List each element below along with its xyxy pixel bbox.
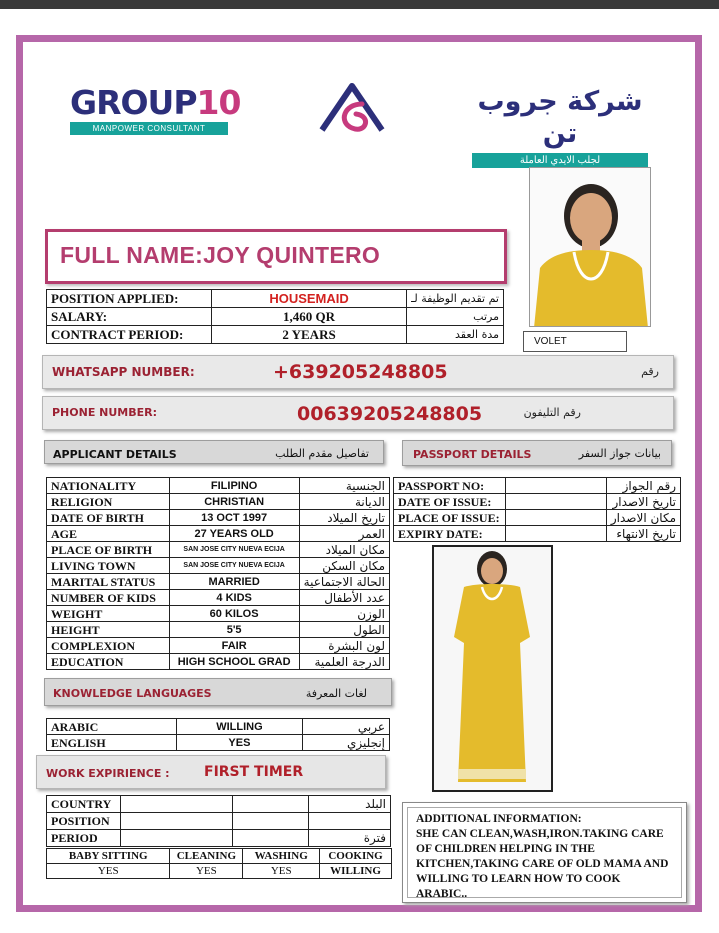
applicant-value: 4 KIDS	[169, 590, 299, 606]
language-row	[47, 719, 390, 735]
applicant-value: FAIR	[169, 638, 299, 654]
applicant-value: SAN JOSE CITY NUEVA ECIJA	[169, 542, 299, 558]
applicant-arabic-label: تاريخ الميلاد	[299, 510, 389, 526]
applicant-row	[47, 542, 390, 558]
full-body-photo	[432, 545, 553, 792]
language-row	[47, 735, 390, 751]
skills-table	[46, 848, 392, 879]
additional-information-title: ADDITIONAL INFORMATION:	[416, 813, 582, 825]
applicant-table	[46, 477, 390, 670]
whatsapp-number[interactable]: +639205248805	[273, 361, 448, 383]
passport-details-header	[402, 440, 672, 466]
applicant-row	[47, 590, 390, 606]
applicant-label: EDUCATION	[47, 654, 170, 670]
passport-label: DATE OF ISSUE:	[394, 494, 506, 510]
logo-title-b: 10	[196, 83, 241, 122]
skill-value: WILLING	[320, 864, 392, 879]
passport-arabic-label: تاريخ الاصدار	[606, 494, 680, 510]
applicant-arabic-label: الطول	[299, 622, 389, 638]
whatsapp-label: WHATSAPP NUMBER:	[52, 365, 195, 379]
work-label: PERIOD	[47, 830, 121, 847]
work-experience-title: WORK EXPIRIENCE :	[46, 767, 170, 780]
position-arabic-label: مرتب	[407, 308, 504, 326]
position-label: POSITION APPLIED:	[47, 290, 212, 308]
phone-label: PHONE NUMBER:	[52, 406, 158, 419]
applicant-value: FILIPINO	[169, 478, 299, 494]
skill-header: COOKING	[320, 849, 392, 864]
knowledge-languages-arabic: لغات المعرفة	[305, 687, 367, 700]
language-value: YES	[176, 735, 303, 751]
applicant-value: HIGH SCHOOL GRAD	[169, 654, 299, 670]
applicant-arabic-label: مكان السكن	[299, 558, 389, 574]
passport-arabic-label: تاريخ الانتهاء	[606, 526, 680, 542]
position-label: CONTRACT PERIOD:	[47, 326, 212, 344]
applicant-row	[47, 478, 390, 494]
work-arabic-label	[309, 813, 391, 830]
applicant-row	[47, 622, 390, 638]
position-row	[47, 326, 504, 344]
logo-title-a: GROUP	[70, 83, 197, 122]
applicant-value: 27 YEARS OLD	[169, 526, 299, 542]
applicant-row	[47, 638, 390, 654]
language-label: ENGLISH	[47, 735, 177, 751]
arabic-logo-title: شركة جروب تن	[477, 86, 643, 149]
work-experience-table	[46, 795, 391, 847]
work-value	[120, 830, 232, 847]
group10-logo	[70, 83, 241, 135]
position-row	[47, 308, 504, 326]
knowledge-languages-title: KNOWLEDGE LANGUAGES	[53, 687, 212, 700]
work-value	[120, 813, 232, 830]
passport-row	[394, 510, 681, 526]
whatsapp-arabic-label: رقم	[641, 365, 659, 378]
passport-value	[505, 478, 606, 494]
applicant-row	[47, 606, 390, 622]
applicant-label: HEIGHT	[47, 622, 170, 638]
position-label: SALARY:	[47, 308, 212, 326]
applicant-row	[47, 494, 390, 510]
applicant-value: 13 OCT 1997	[169, 510, 299, 526]
work-row	[47, 796, 391, 813]
skill-header: BABY SITTING	[47, 849, 170, 864]
whatsapp-banner	[42, 355, 674, 389]
full-name: FULL NAME:JOY QUINTERO	[60, 242, 381, 268]
applicant-arabic-label: مكان الميلاد	[299, 542, 389, 558]
skill-value: YES	[170, 864, 243, 879]
arabic-logo	[472, 86, 648, 168]
passport-value	[505, 526, 606, 542]
passport-table	[393, 477, 681, 542]
phone-arabic-label: رقم التليفون	[523, 406, 581, 419]
applicant-label: NATIONALITY	[47, 478, 170, 494]
logo-title	[70, 83, 241, 122]
work-value	[120, 796, 232, 813]
skill-value: YES	[243, 864, 320, 879]
applicant-value: SAN JOSE CITY NUEVA ECIJA	[169, 558, 299, 574]
work-value	[232, 796, 309, 813]
portrait-photo	[529, 167, 651, 327]
languages-table	[46, 718, 390, 751]
additional-information-box	[402, 802, 687, 903]
logo-subtitle: MANPOWER CONSULTANT	[70, 122, 228, 135]
passport-row	[394, 526, 681, 542]
work-value	[232, 830, 309, 847]
applicant-arabic-label: لون البشرة	[299, 638, 389, 654]
applicant-label: LIVING TOWN	[47, 558, 170, 574]
work-row	[47, 830, 391, 847]
applicant-arabic-label: العمر	[299, 526, 389, 542]
applicant-arabic-label: الدرجة العلمية	[299, 654, 389, 670]
language-label: ARABIC	[47, 719, 177, 735]
skill-header: WASHING	[243, 849, 320, 864]
applicant-details-arabic: تفاصيل مقدم الطلب	[275, 447, 369, 460]
applicant-label: RELIGION	[47, 494, 170, 510]
passport-arabic-label: مكان الاصدار	[606, 510, 680, 526]
position-value: 1,460 QR	[211, 308, 406, 326]
position-arabic-label: تم تقديم الوظيفة لـ	[407, 290, 504, 308]
passport-label: EXPIRY DATE:	[394, 526, 506, 542]
passport-details-arabic: بيانات جواز السفر	[578, 447, 661, 460]
work-experience-value: FIRST TIMER	[204, 764, 304, 780]
phone-banner	[42, 396, 674, 430]
knowledge-languages-header	[44, 678, 392, 706]
applicant-value: 5'5	[169, 622, 299, 638]
applicant-label: WEIGHT	[47, 606, 170, 622]
work-row	[47, 813, 391, 830]
passport-row	[394, 478, 681, 494]
applicant-details-header	[44, 440, 384, 464]
applicant-arabic-label: الوزن	[299, 606, 389, 622]
passport-label: PLACE OF ISSUE:	[394, 510, 506, 526]
passport-row	[394, 494, 681, 510]
applicant-row	[47, 654, 390, 670]
position-arabic-label: مدة العقد	[407, 326, 504, 344]
work-label: COUNTRY	[47, 796, 121, 813]
passport-value	[505, 494, 606, 510]
applicant-label: MARITAL STATUS	[47, 574, 170, 590]
skill-header: CLEANING	[170, 849, 243, 864]
work-arabic-label: فترة	[309, 830, 391, 847]
applicant-row	[47, 526, 390, 542]
window-top-bar	[0, 0, 719, 9]
position-table	[46, 289, 504, 344]
applicant-label: AGE	[47, 526, 170, 542]
applicant-arabic-label: الحالة الاجتماعية	[299, 574, 389, 590]
applicant-label: COMPLEXION	[47, 638, 170, 654]
additional-information-text: SHE CAN CLEAN,WASH,IRON.TAKING CARE OF CHILDREN HELPING IN THE KITCHEN,TAKING CARE OF OLD MAMA AND WILLING TO LEARN HOW TO COOK ARABIC..	[416, 828, 669, 900]
company-mark-icon	[316, 80, 388, 138]
applicant-arabic-label: الجنسية	[299, 478, 389, 494]
applicant-arabic-label: عدد الأطفال	[299, 590, 389, 606]
applicant-label: PLACE OF BIRTH	[47, 542, 170, 558]
applicant-arabic-label: الديانة	[299, 494, 389, 510]
applicant-row	[47, 510, 390, 526]
skill-value: YES	[47, 864, 170, 879]
passport-details-title: PASSPORT DETAILS	[413, 448, 532, 461]
applicant-value: 60 KILOS	[169, 606, 299, 622]
skills-value-row	[47, 864, 392, 879]
applicant-label: NUMBER OF KIDS	[47, 590, 170, 606]
work-label: POSITION	[47, 813, 121, 830]
phone-number[interactable]: 00639205248805	[297, 403, 483, 425]
applicant-value: MARRIED	[169, 574, 299, 590]
passport-label: PASSPORT NO:	[394, 478, 506, 494]
language-arabic-label: إنجليزي	[303, 735, 390, 751]
applicant-row	[47, 558, 390, 574]
applicant-row	[47, 574, 390, 590]
position-value: HOUSEMAID	[211, 290, 406, 308]
applicant-details-title: APPLICANT DETAILS	[53, 448, 177, 461]
position-value: 2 YEARS	[211, 326, 406, 344]
position-row	[47, 290, 504, 308]
passport-arabic-label: رقم الجواز	[606, 478, 680, 494]
full-name-box	[45, 229, 507, 284]
passport-value	[505, 510, 606, 526]
work-arabic-label: البلد	[309, 796, 391, 813]
applicant-value: CHRISTIAN	[169, 494, 299, 510]
work-value	[232, 813, 309, 830]
language-arabic-label: عربي	[303, 719, 390, 735]
language-value: WILLING	[176, 719, 303, 735]
applicant-label: DATE OF BIRTH	[47, 510, 170, 526]
arabic-logo-subtitle: لجلب الايدي العاملة	[472, 153, 648, 168]
photo-caption: VOLET	[523, 331, 627, 352]
work-experience-header	[36, 755, 386, 789]
skills-header-row	[47, 849, 392, 864]
